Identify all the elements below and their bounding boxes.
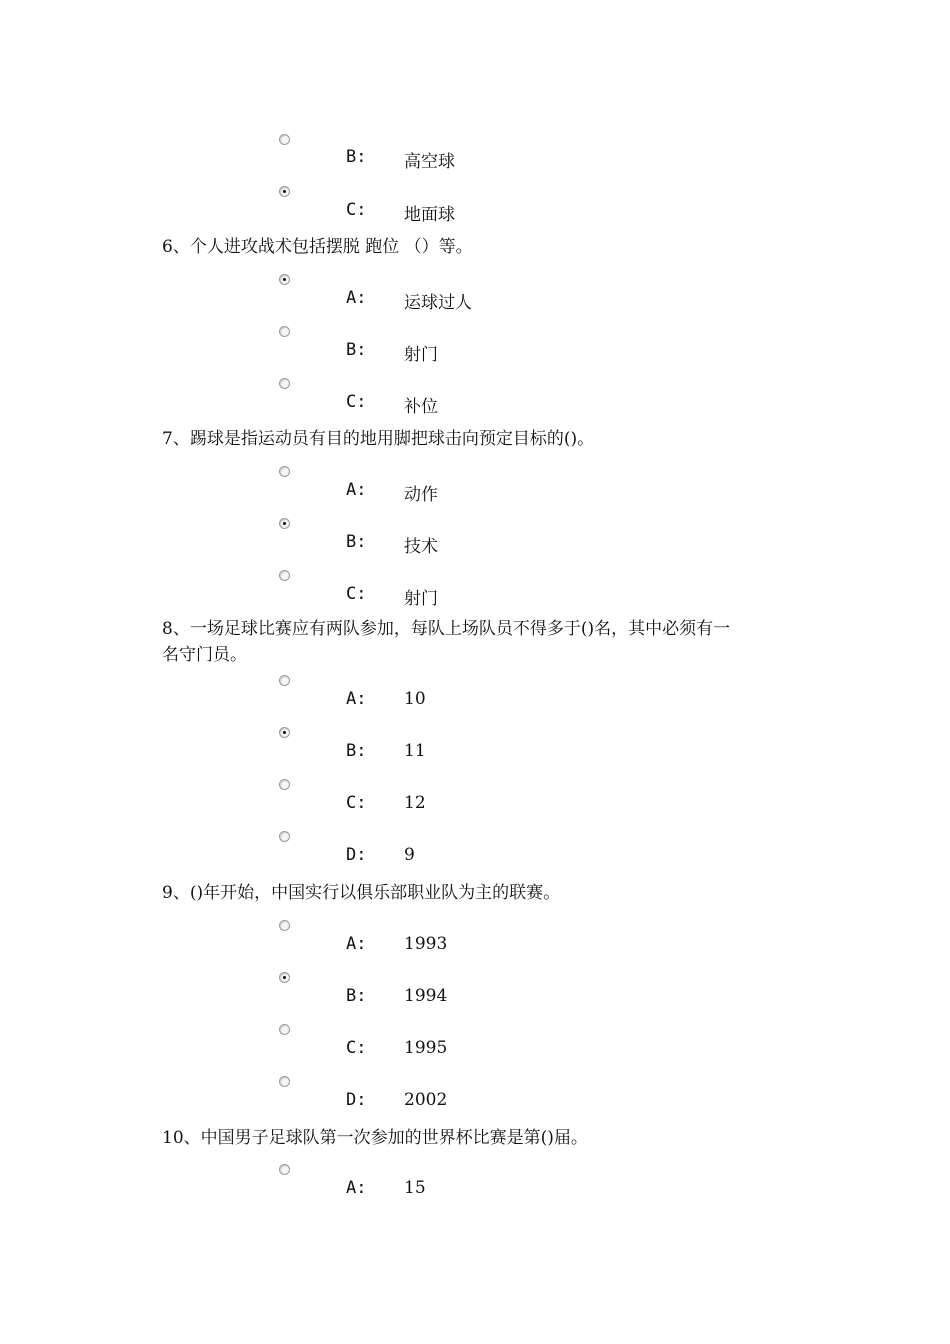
option-letter: C: <box>346 793 367 813</box>
radio-q5-option-b[interactable] <box>279 134 290 145</box>
option-letter: C: <box>346 584 367 604</box>
option-letter: D: <box>346 845 367 865</box>
radio-q5-option-c[interactable] <box>279 186 290 197</box>
question-6-text: 6、个人进攻战术包括摆脱 跑位 （）等。 <box>162 237 473 257</box>
radio-q9-option-a[interactable] <box>279 920 290 931</box>
radio-q6-option-b[interactable] <box>279 326 290 337</box>
radio-q8-option-a[interactable] <box>279 675 290 686</box>
option-letter: C: <box>346 1038 367 1058</box>
option-letter: B: <box>346 340 367 360</box>
option-text: 运球过人 <box>404 293 472 313</box>
radio-q6-option-a[interactable] <box>279 274 290 285</box>
option-text: 射门 <box>404 345 438 365</box>
radio-q7-option-a[interactable] <box>279 466 290 477</box>
option-text: 11 <box>404 741 426 761</box>
option-letter: A: <box>346 480 367 500</box>
option-text: 9 <box>404 845 415 865</box>
option-letter: B: <box>346 147 367 167</box>
question-9-text: 9、()年开始，中国实行以俱乐部职业队为主的联赛。 <box>162 883 561 903</box>
question-8-text-line2: 名守门员。 <box>162 645 247 665</box>
option-text: 1995 <box>404 1038 448 1058</box>
option-letter: D: <box>346 1090 367 1110</box>
option-text: 1994 <box>404 986 448 1006</box>
option-text: 技术 <box>404 537 438 557</box>
radio-q6-option-c[interactable] <box>279 378 290 389</box>
radio-q9-option-b[interactable] <box>279 972 290 983</box>
option-letter: A: <box>346 1178 367 1198</box>
option-text: 射门 <box>404 589 438 609</box>
option-text: 15 <box>404 1178 426 1198</box>
radio-q8-option-d[interactable] <box>279 831 290 842</box>
option-letter: C: <box>346 392 367 412</box>
question-8-text-line1: 8、一场足球比赛应有两队参加，每队上场队员不得多于()名，其中必须有一 <box>162 619 731 639</box>
radio-q8-option-b[interactable] <box>279 727 290 738</box>
radio-q7-option-b[interactable] <box>279 518 290 529</box>
option-text: 高空球 <box>404 152 455 172</box>
option-letter: A: <box>346 288 367 308</box>
radio-q9-option-c[interactable] <box>279 1024 290 1035</box>
option-text: 动作 <box>404 485 438 505</box>
option-letter: A: <box>346 689 367 709</box>
option-text: 地面球 <box>404 205 455 225</box>
option-text: 10 <box>404 689 426 709</box>
question-7-text: 7、踢球是指运动员有目的地用脚把球击向预定目标的()。 <box>162 429 595 449</box>
option-letter: B: <box>346 986 367 1006</box>
radio-q8-option-c[interactable] <box>279 779 290 790</box>
option-letter: B: <box>346 532 367 552</box>
option-letter: B: <box>346 741 367 761</box>
option-text: 补位 <box>404 397 438 417</box>
option-letter: C: <box>346 200 367 220</box>
radio-q9-option-d[interactable] <box>279 1076 290 1087</box>
radio-q7-option-c[interactable] <box>279 570 290 581</box>
option-letter: A: <box>346 934 367 954</box>
option-text: 1993 <box>404 934 448 954</box>
question-10-text: 10、中国男子足球队第一次参加的世界杯比赛是第()届。 <box>162 1128 588 1148</box>
radio-q10-option-a[interactable] <box>279 1164 290 1175</box>
option-text: 12 <box>404 793 426 813</box>
option-text: 2002 <box>404 1090 448 1110</box>
